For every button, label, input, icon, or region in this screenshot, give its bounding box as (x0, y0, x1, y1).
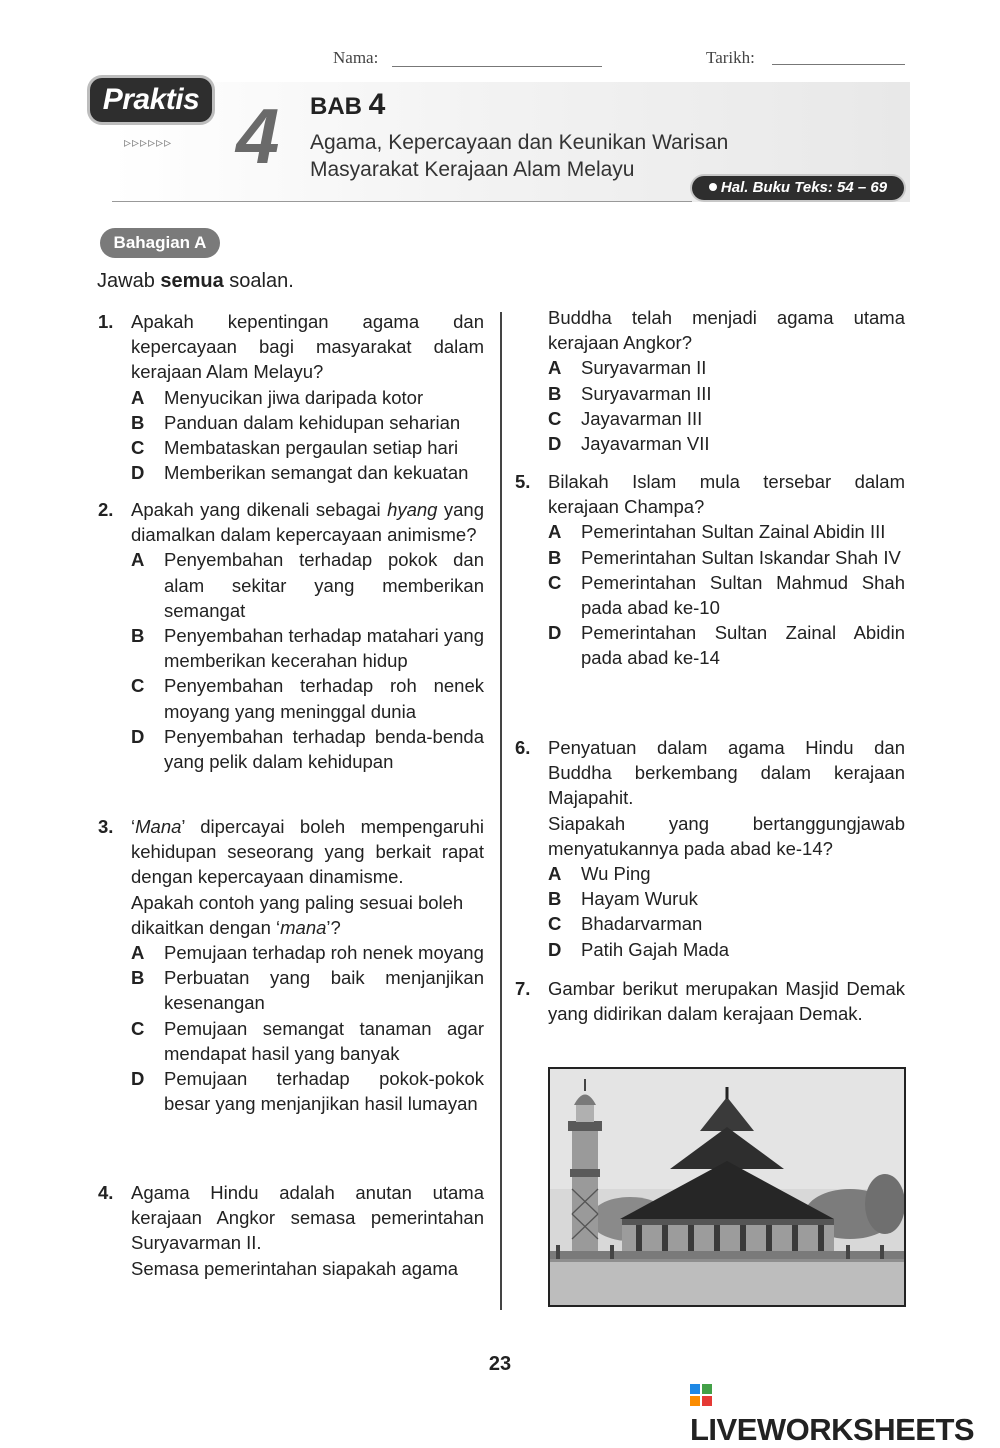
question-5 (515, 469, 905, 671)
option-b[interactable] (548, 381, 905, 406)
option-letter: B (131, 625, 145, 647)
question-number: 4. (98, 1182, 114, 1203)
option-text: Pemerintahan Sultan Mahmud Shah pada abad ke-10 (581, 571, 905, 619)
mosque-illustration (550, 1069, 904, 1305)
option-text: Pemujaan terhadap roh nenek moyang (164, 942, 484, 964)
instruction-pre: Jawab (97, 270, 161, 292)
option-c[interactable] (548, 406, 905, 431)
option-d[interactable] (548, 937, 905, 962)
option-text: Jayavarman III (581, 407, 703, 429)
option-letter: D (548, 938, 562, 960)
option-letter: A (548, 357, 562, 379)
option-text: Penyembahan terhadap roh nenek moyang yang meninggal dunia (164, 675, 484, 722)
option-b[interactable] (131, 410, 484, 435)
grid-logo-icon (690, 1378, 712, 1400)
option-letter: A (548, 521, 562, 543)
option-text: Menyucikan jiwa daripada kotor (164, 386, 424, 408)
option-letter: A (548, 863, 562, 885)
option-text: Penyembahan terhadap pokok dan alam sekitar yang memberikan semangat (164, 549, 484, 621)
option-letter: C (131, 1017, 145, 1039)
option-d[interactable] (131, 724, 484, 774)
question-number: 2. (98, 499, 114, 520)
question-stem: Penyatuan dalam agama Hindu dan Buddha berkembang dalam kerajaan Majapahit. (548, 737, 905, 809)
option-letter: D (131, 462, 145, 484)
instruction-post: soalan. (223, 270, 294, 292)
option-text: Perbuatan yang baik menjanjikan kesenangan (164, 967, 484, 1014)
tarikh-line (772, 64, 905, 65)
question-stem: Gambar berikut merupakan Masjid Demak yang didirikan dalam kerajaan Demak. (548, 978, 905, 1025)
option-b[interactable] (131, 623, 484, 673)
option-text: Wu Ping (581, 863, 651, 885)
option-letter: B (548, 546, 562, 568)
option-text: Membataskan pergaulan setiap hari (164, 437, 459, 459)
page-number: 23 (488, 1353, 512, 1375)
option-text: Panduan dalam kehidupan seharian (164, 411, 461, 433)
option-text: Pemujaan semangat tanaman agar mendapat hasil yang banyak (164, 1017, 484, 1064)
question-stem-continued: Buddha telah menjadi agama utama kerajaan Angkor? (548, 307, 905, 354)
chapter-title-line1: Agama, Kepercayaan dan Keunikan Warisan (310, 131, 729, 154)
option-text: Suryavarman III (581, 382, 712, 404)
tarikh-label: Tarikh: (706, 48, 755, 67)
option-a[interactable] (548, 861, 905, 886)
question-stem: Bilakah Islam mula tersebar dalam kerajaan Champa? (548, 471, 905, 518)
question-stem-2: Apakah contoh yang paling sesuai boleh dikaitkan dengan ‘mana’? (131, 891, 464, 938)
option-letter: A (131, 549, 145, 571)
question-4-continued (515, 305, 905, 456)
praktis-badge: Praktis (90, 78, 212, 122)
option-letter: D (131, 1068, 145, 1090)
option-a[interactable] (131, 547, 484, 623)
option-b[interactable] (548, 886, 905, 911)
liveworksheets-logo (690, 1376, 1000, 1448)
nama-label: Nama: (333, 48, 379, 67)
option-letter: C (131, 675, 145, 697)
option-letter: D (131, 725, 145, 747)
option-text: Pemerintahan Sultan Zainal Abidin III (581, 521, 886, 543)
option-letter: C (548, 913, 562, 935)
option-letter: B (548, 888, 562, 910)
arrows-decoration: ▹▹▹▹▹▹ (124, 134, 173, 150)
option-a[interactable] (131, 940, 484, 965)
bab-label: BAB (310, 93, 362, 120)
question-stem: Apakah yang dikenali sebagai hyang yang diamalkan dalam kepercayaan animisme? (131, 499, 484, 546)
option-d[interactable] (131, 460, 484, 485)
option-c[interactable] (548, 570, 905, 620)
option-letter: C (131, 437, 145, 459)
question-7 (515, 976, 905, 1026)
question-3 (98, 814, 484, 1116)
option-letter: A (131, 942, 145, 964)
option-letter: C (548, 571, 562, 593)
option-d[interactable] (548, 620, 905, 670)
option-text: Bhadarvarman (581, 913, 703, 935)
option-text: Penyembahan terhadap benda-benda yang pelik dalam kehidupan (164, 725, 484, 773)
option-d[interactable] (131, 1066, 484, 1116)
option-text: Suryavarman II (581, 357, 707, 379)
header-underline (112, 201, 692, 202)
brand-text: LIVEWORKSHEETS (690, 1412, 975, 1447)
question-stem-2: Semasa pemerintahan siapakah agama (131, 1257, 459, 1279)
chapter-number: 4 (236, 92, 280, 180)
textbook-reference: Hal. Buku Teks: 54 – 69 (720, 179, 888, 196)
option-a[interactable] (548, 355, 905, 380)
option-c[interactable] (548, 911, 905, 936)
option-c[interactable] (131, 435, 484, 460)
mosque-photo (548, 1067, 906, 1307)
question-stem-2: Siapakah yang bertanggungjawab menyatukannya pada abad ke-14? (548, 812, 905, 859)
option-letter: B (131, 411, 145, 433)
question-number: 7. (515, 978, 531, 999)
question-stem: Apakah kepentingan agama dan kepercayaan bagi masyarakat dalam kerajaan Alam Melayu? (131, 311, 484, 383)
section-badge: Bahagian A (100, 228, 220, 258)
question-4 (98, 1180, 484, 1281)
option-a[interactable] (131, 385, 484, 410)
instruction (97, 270, 294, 293)
option-text: Patih Gajah Mada (581, 938, 730, 960)
question-stem: Agama Hindu adalah anutan utama kerajaan Angkor semasa pemerintahan Suryavarman II. (131, 1182, 484, 1254)
option-letter: B (131, 967, 145, 989)
option-b[interactable] (131, 965, 484, 1015)
bab-heading (310, 88, 385, 122)
column-divider (500, 312, 502, 1310)
option-d[interactable] (548, 431, 905, 456)
option-text: Jayavarman VII (581, 433, 710, 455)
option-text: Penyembahan terhadap matahari yang memberikan kecerahan hidup (164, 625, 484, 672)
option-letter: D (548, 433, 562, 455)
chapter-title-line2: Masyarakat Kerajaan Alam Melayu (310, 158, 635, 181)
bab-number: 4 (368, 88, 386, 121)
question-number: 6. (515, 737, 531, 758)
option-a[interactable] (548, 519, 905, 544)
textbook-reference-badge (692, 176, 904, 200)
question-2 (98, 497, 484, 774)
option-c[interactable] (131, 1016, 484, 1066)
option-letter: A (131, 386, 145, 408)
option-letter: D (548, 622, 562, 644)
question-6 (515, 735, 905, 962)
question-1 (98, 309, 484, 485)
option-text: Pemujaan terhadap pokok-pokok besar yang menjanjikan hasil lumayan (164, 1068, 484, 1115)
option-letter: C (548, 407, 562, 429)
question-number: 1. (98, 311, 114, 332)
option-text: Memberikan semangat dan kekuatan (164, 462, 469, 484)
option-b[interactable] (548, 545, 905, 570)
option-letter: B (548, 382, 562, 404)
question-number: 3. (98, 816, 114, 837)
bullet-icon (709, 183, 717, 191)
option-text: Pemerintahan Sultan Iskandar Shah IV (581, 546, 901, 568)
option-text: Hayam Wuruk (581, 888, 698, 910)
option-c[interactable] (131, 673, 484, 723)
question-stem: ‘Mana’ dipercayai boleh mempengaruhi kehidupan seseorang yang berkait rapat dengan kepercayaan dinamisme. (131, 816, 484, 888)
instruction-bold: semua (160, 270, 224, 292)
question-number: 5. (515, 471, 531, 492)
nama-line (392, 66, 602, 67)
option-text: Pemerintahan Sultan Zainal Abidin pada abad ke-14 (581, 622, 905, 669)
